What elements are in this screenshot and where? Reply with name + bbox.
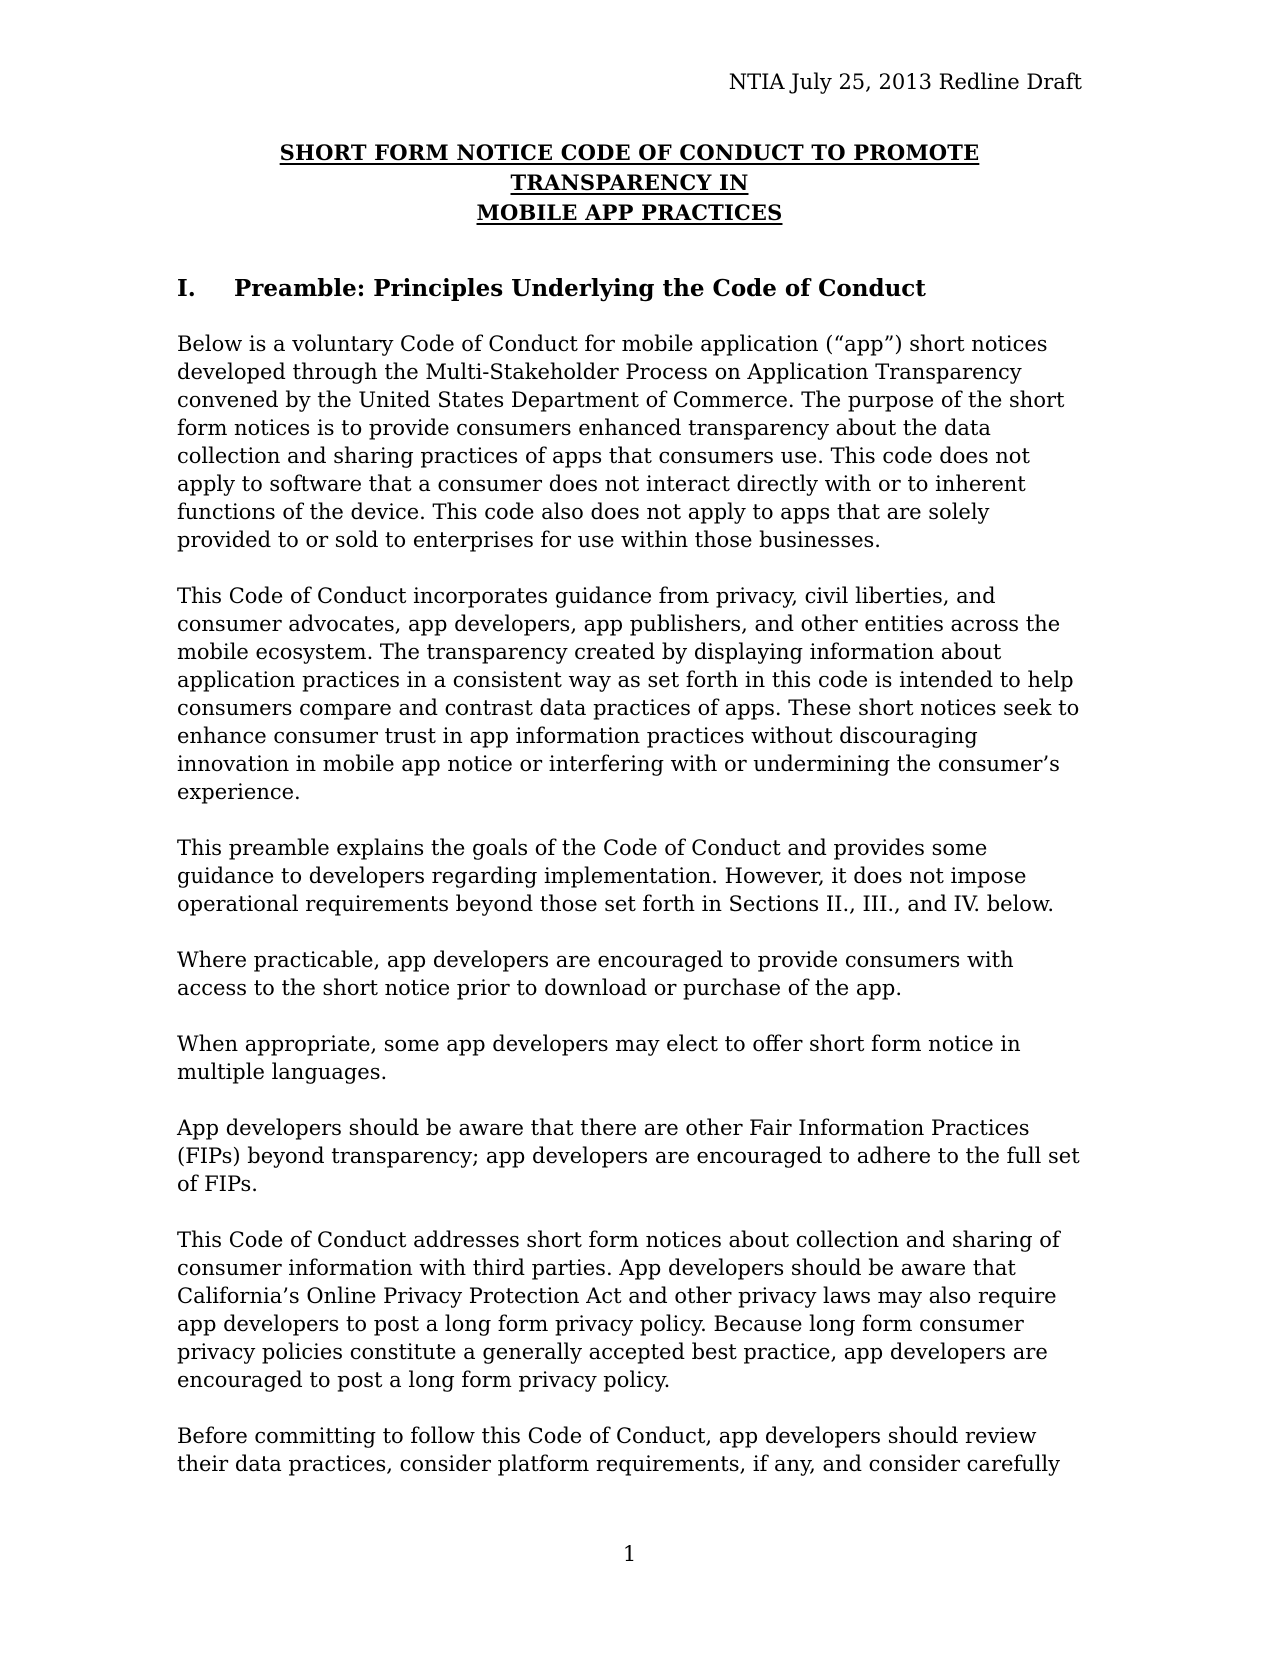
page-content: [177, 68, 1082, 1568]
section-number: I.: [177, 275, 196, 302]
paragraph-2: This Code of Conduct incorporates guidance from privacy, civil liberties, and consumer advocates, app developers, app publishers, and other entities across the mobile ecosystem. The transparency created by displaying information about application practices in a consistent way as set forth in this code is intended to help consumers compare and contrast data practices of apps. These short notices seek to enhance consumer trust in app information practices without discouraging innovation in mobile app notice or interfering with or undermining the consumer’s experience.: [177, 584, 1080, 804]
paragraph-8: Before committing to follow this Code of Conduct, app developers should review their data practices, consider platform requirements, if any, and consider carefully: [177, 1424, 1061, 1476]
header-note: NTIA July 25, 2013 Redline Draft: [728, 70, 1082, 94]
paragraph-5: When appropriate, some app developers may elect to offer short form notice in multiple languages.: [177, 1032, 1021, 1084]
section-heading-preamble: [177, 274, 1082, 304]
paragraph-7: This Code of Conduct addresses short form notices about collection and sharing of consumer information with third parties. App developers should be aware that California’s Online Privacy Protection Act and other privacy laws may also require app developers to post a long form privacy policy. Because long form consumer privacy policies constitute a generally accepted best practice, app developers are encouraged to post a long form privacy policy.: [177, 1228, 1060, 1392]
paragraph-6: App developers should be aware that there are other Fair Information Practices (FIPs) beyond transparency; app developers are encouraged to adhere to the full set of FIPs.: [177, 1116, 1080, 1196]
paragraph-3: This preamble explains the goals of the Code of Conduct and provides some guidance to developers regarding implementation. However, it does not impose operational requirements beyond those set forth in Sections II., III., and IV. below.: [177, 836, 1055, 916]
document-title-line-1: SHORT FORM NOTICE CODE OF CONDUCT TO PROMOTE TRANSPARENCY IN: [279, 140, 980, 195]
document-title: [177, 138, 1082, 228]
paragraph-1: Below is a voluntary Code of Conduct for mobile application (“app”) short notices developed through the Multi-Stakeholder Process on Application Transparency convened by the United States Department of Commerce. The purpose of the short form notices is to provide consumers enhanced transparency about the data collection and sharing practices of apps that consumers use. This code does not apply to software that a consumer does not interact directly with or to inherent functions of the device. This code also does not apply to apps that are solely provided to or sold to enterprises for use within those businesses.: [177, 332, 1065, 552]
paragraph-4: Where practicable, app developers are encouraged to provide consumers with access to the short notice prior to download or purchase of the app.: [177, 948, 1014, 1000]
section-title: Preamble: Principles Underlying the Code of Conduct: [234, 275, 926, 302]
page-number: 1: [622, 1542, 637, 1566]
document-title-line-2: MOBILE APP PRACTICES: [476, 200, 783, 225]
